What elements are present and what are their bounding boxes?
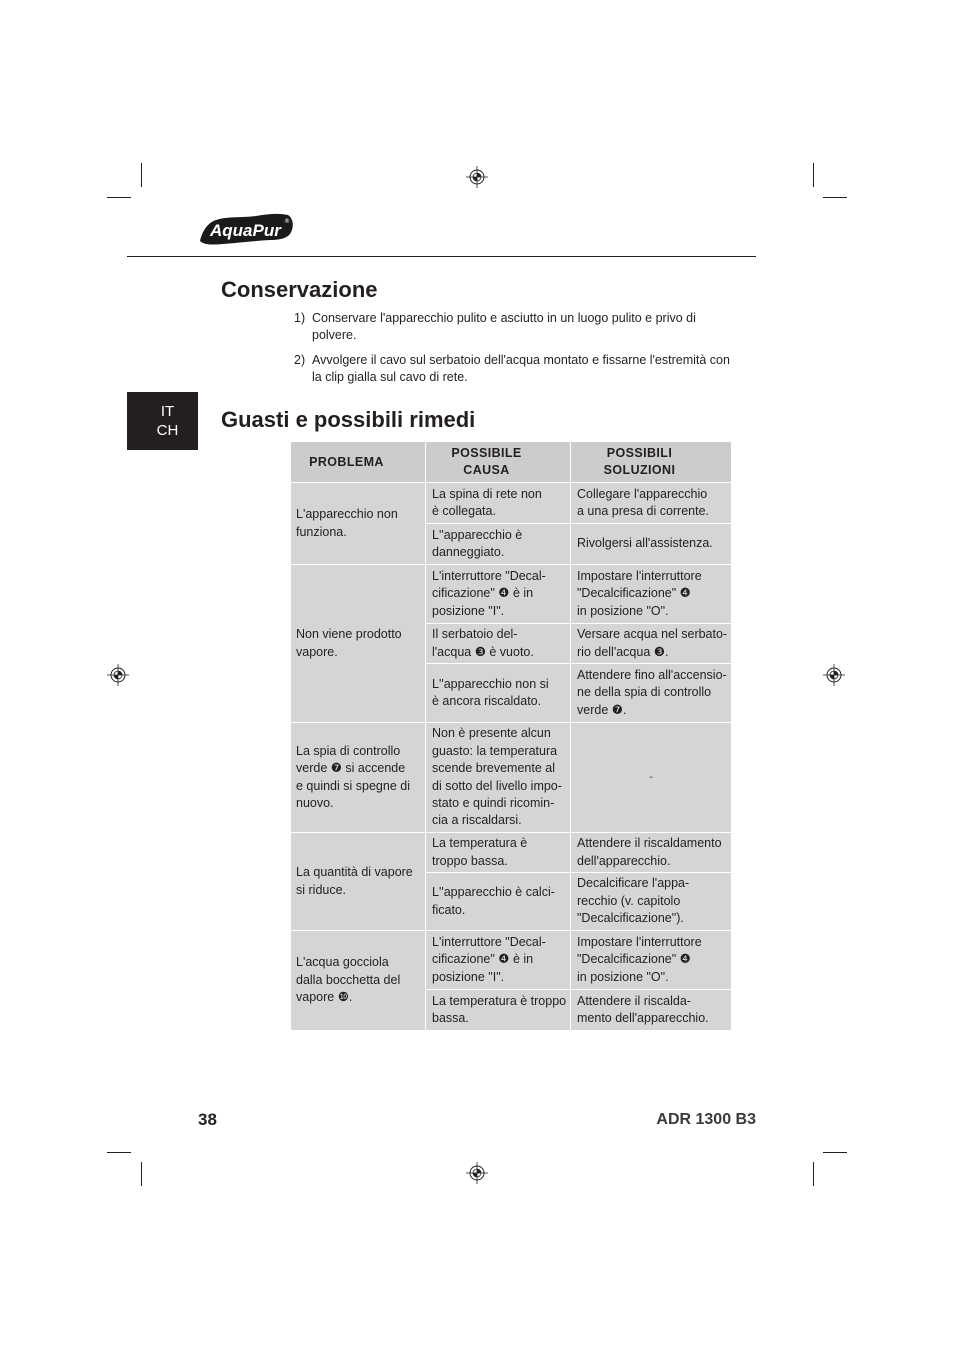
- column-header-cause: POSSIBILE CAUSA: [426, 442, 570, 482]
- model-number: ADR 1300 B3: [656, 1111, 756, 1128]
- brand-logo: [198, 210, 298, 248]
- solution-cell: Impostare l'interruttore "Decalcificazione" ❹ in posizione "O".: [571, 565, 731, 623]
- solution-cell: Versare acqua nel serbato- rio dell'acqua ❸.: [571, 624, 731, 663]
- language-code: IT: [160, 403, 175, 420]
- registration-mark: [107, 664, 129, 686]
- column-header-solution: POSSIBILI SOLUZIONI: [571, 442, 731, 482]
- section-title-guasti: Guasti e possibili rimedi: [221, 407, 476, 432]
- registration-mark: [823, 664, 845, 686]
- page-number: 38: [198, 1110, 217, 1129]
- solution-cell: Attendere il riscaldamento dell'apparecchio.: [571, 833, 731, 872]
- header-rule: [127, 256, 756, 257]
- logo-registered-mark: ®: [284, 218, 290, 225]
- cause-cell: La temperatura è troppo bassa.: [426, 990, 570, 1030]
- problem-cell: L'apparecchio non funziona.: [291, 483, 425, 564]
- language-tab: [127, 392, 198, 450]
- solution-cell: Collegare l'apparecchio a una presa di corrente.: [571, 483, 731, 523]
- troubleshooting-table: [290, 441, 732, 1031]
- cause-cell: La temperatura è troppo bassa.: [426, 833, 570, 872]
- problem-cell: La spia di controllo verde ❼ si accende e quindi si spegne di nuovo.: [291, 723, 425, 832]
- table-row: [291, 931, 731, 989]
- registration-mark: [466, 166, 488, 188]
- solution-cell: Rivolgersi all'assistenza.: [571, 524, 731, 564]
- step-text: Conservare l'apparecchio pulito e asciutto in un luogo pulito e privo di polvere.: [312, 311, 696, 342]
- cause-cell: L''apparecchio è calci- ficato.: [426, 873, 570, 930]
- cause-cell: L''apparecchio è danneggiato.: [426, 524, 570, 564]
- instruction-item: [294, 310, 730, 344]
- table-row: [291, 723, 731, 832]
- cause-cell: Non è presente alcun guasto: la temperatura scende brevemente al di sotto del livello impo- stato e quindi ricomin- cia a riscaldarsi.: [426, 723, 570, 832]
- cause-cell: L'interruttore "Decal- cificazione" ❹ è in posizione "I".: [426, 565, 570, 623]
- registration-mark: [466, 1162, 488, 1184]
- logo-text: AquaPur: [210, 221, 281, 240]
- problem-cell: L'acqua gocciola dalla bocchetta del vapore ❿.: [291, 931, 425, 1030]
- problem-cell: Non viene prodotto vapore.: [291, 565, 425, 722]
- cause-cell: L''apparecchio non si è ancora riscaldato.: [426, 664, 570, 722]
- solution-cell: Decalcificare l'appa- recchio (v. capitolo "Decalcificazione").: [571, 873, 731, 930]
- table-row: [291, 483, 731, 523]
- solution-cell: -: [571, 723, 731, 832]
- country-code: CH: [156, 422, 179, 439]
- solution-cell: Impostare l'interruttore "Decalcificazione" ❹ in posizione "O".: [571, 931, 731, 989]
- table-row: [291, 833, 731, 872]
- step-number: 1): [294, 311, 306, 325]
- cause-cell: La spina di rete non è collegata.: [426, 483, 570, 523]
- solution-cell: Attendere il riscalda- mento dell'apparecchio.: [571, 990, 731, 1030]
- column-header-problem: PROBLEMA: [291, 442, 425, 482]
- step-text: Avvolgere il cavo sul serbatoio dell'acqua montato e fissarne l'estremità con la clip gialla sul cavo di rete.: [312, 353, 730, 384]
- solution-cell: Attendere fino all'accensio- ne della spia di controllo verde ❼.: [571, 664, 731, 722]
- table-header-row: [291, 442, 731, 482]
- problem-cell: La quantità di vapore si riduce.: [291, 833, 425, 930]
- table-row: [291, 565, 731, 623]
- cause-cell: Il serbatoio del- l'acqua ❸ è vuoto.: [426, 624, 570, 663]
- instruction-item: [294, 352, 730, 386]
- step-number: 2): [294, 353, 306, 367]
- cause-cell: L'interruttore "Decal- cificazione" ❹ è in posizione "I".: [426, 931, 570, 989]
- section-title-conservazione: Conservazione: [221, 277, 378, 302]
- storage-instructions-list: [294, 310, 730, 394]
